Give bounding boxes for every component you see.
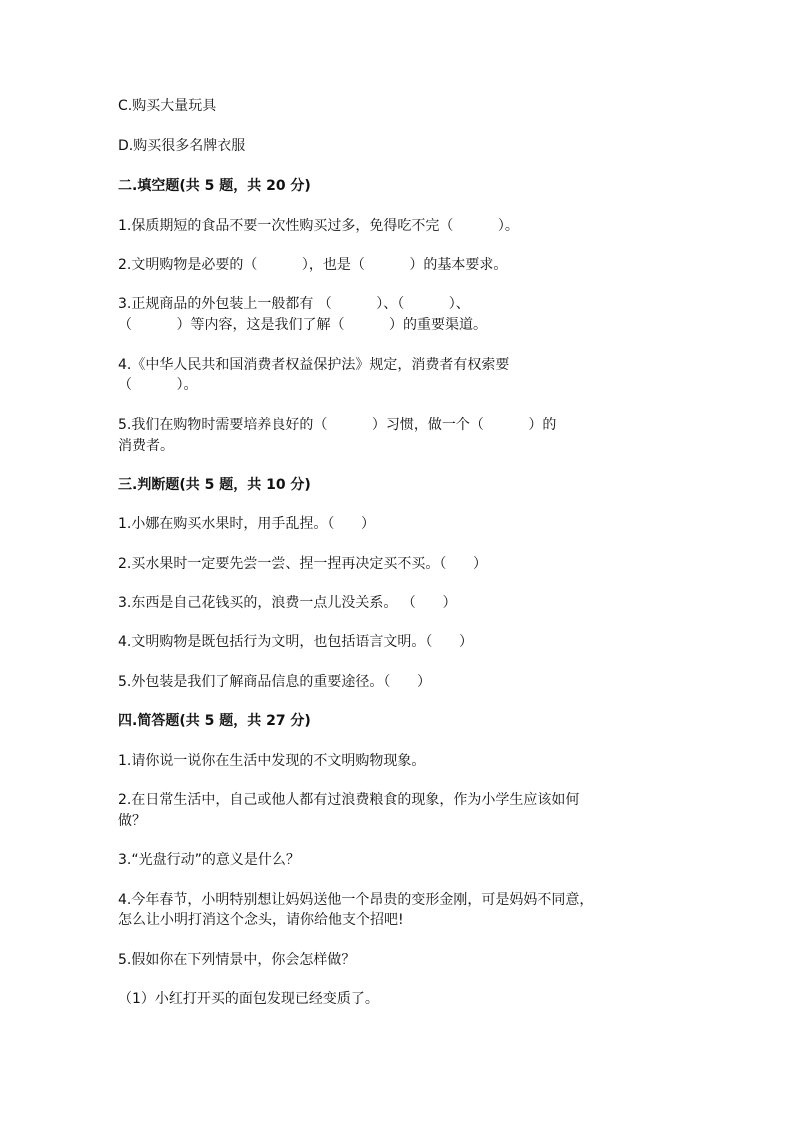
option-d: D.购买很多名牌衣服 — [118, 138, 246, 154]
fill-question-5-line-2: 消费者。 — [118, 438, 174, 454]
judgement-question-1: 1.小娜在购买水果时，用手乱捏。（ ） — [118, 516, 376, 532]
short-answer-question-2-line-1: 2.在日常生活中，自己或他人都有过浪费粮食的现象，作为小学生应该如何 — [118, 792, 580, 808]
judgement-question-3: 3.东西是自己花钱买的，浪费一点儿没关系。 （ ） — [118, 595, 457, 611]
short-answer-question-5-subitem-1: （1）小红打开买的面包发现已经变质了。 — [118, 991, 379, 1007]
fill-question-2: 2.文明购物是必要的（ ），也是（ ）的基本要求。 — [118, 257, 508, 273]
judgement-question-5: 5.外包装是我们了解商品信息的重要途径。（ ） — [118, 674, 432, 690]
short-answer-question-2-line-2: 做？ — [118, 813, 146, 829]
short-answer-question-1: 1.请你说一说你在生活中发现的不文明购物现象。 — [118, 753, 426, 769]
fill-question-3-line-2: （ ）等内容，这是我们了解（ ）的重要渠道。 — [118, 317, 488, 333]
fill-question-1: 1.保质期短的食品不要一次性购买过多，免得吃不完（ ）。 — [118, 218, 519, 234]
section-judgement-heading: 三.判断题(共 5 题，共 10 分) — [118, 477, 311, 493]
judgement-question-4: 4.文明购物是既包括行为文明，也包括语言文明。（ ） — [118, 634, 474, 650]
short-answer-question-4-line-2: 怎么让小明打消这个念头，请你给他支个招吧! — [118, 912, 404, 928]
short-answer-question-5: 5.假如你在下列情景中，你会怎样做？ — [118, 952, 356, 968]
fill-question-4-line-1: 4.《中华人民共和国消费者权益保护法》规定，消费者有权索要 — [118, 357, 510, 373]
section-short-answer-heading: 四.简答题(共 5 题，共 27 分) — [118, 713, 311, 729]
fill-question-3-line-1: 3.正规商品的外包装上一般都有 （ ）、（ ）、 — [118, 296, 470, 312]
section-fill-in-heading: 二.填空题(共 5 题，共 20 分) — [118, 178, 311, 194]
option-c: C.购买大量玩具 — [118, 98, 217, 114]
short-answer-question-4-line-1: 4.今年春节，小明特别想让妈妈送他一个昂贵的变形金刚，可是妈妈不同意， — [118, 892, 594, 908]
fill-question-4-line-2: （ ）。 — [118, 377, 198, 393]
short-answer-question-3: 3.“光盘行动”的意义是什么？ — [118, 852, 300, 868]
judgement-question-2: 2.买水果时一定要先尝一尝、捏一捏再决定买不买。（ ） — [118, 556, 488, 572]
fill-question-5-line-1: 5.我们在购物时需要培养良好的（ ）习惯，做一个（ ）的 — [118, 417, 557, 433]
